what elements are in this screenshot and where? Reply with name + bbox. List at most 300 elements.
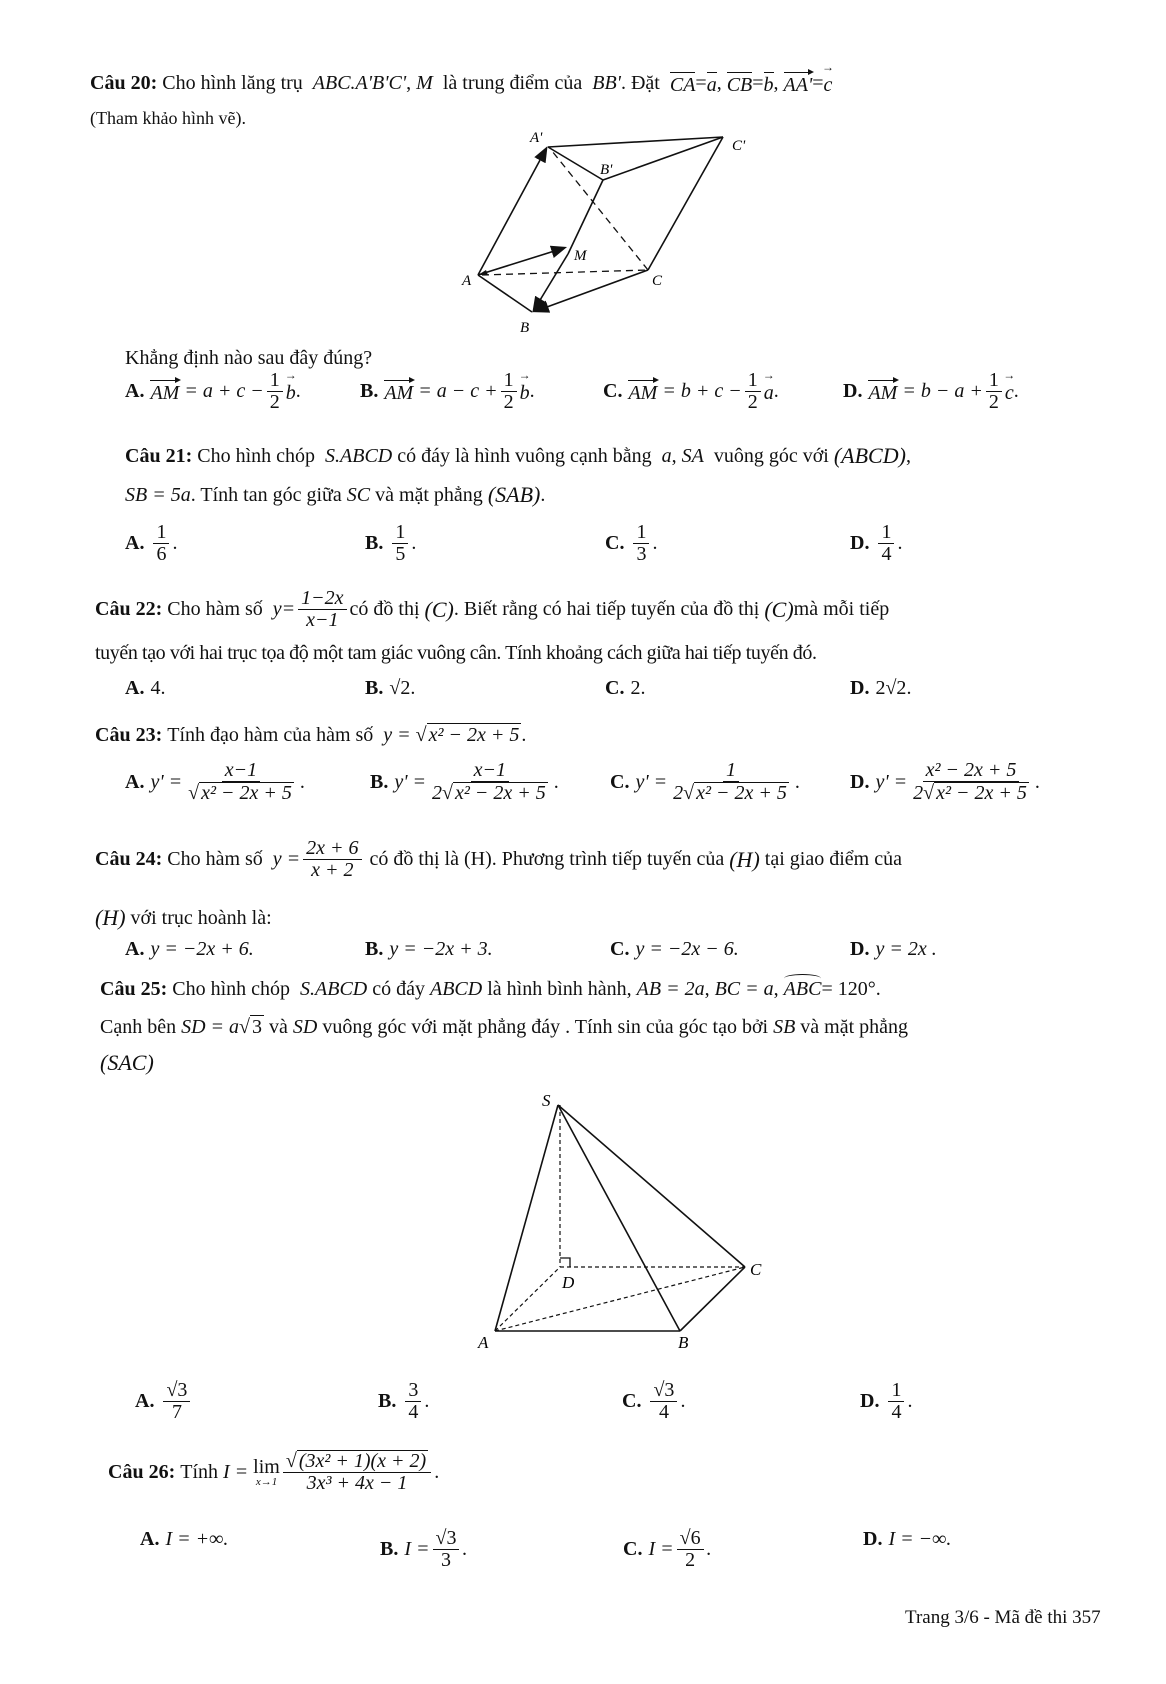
option-c[interactable] xyxy=(603,370,779,413)
q25-text2: có đáy xyxy=(372,978,425,1000)
q26-options xyxy=(140,1528,990,1588)
label-a: A xyxy=(478,1333,489,1352)
sqrt-sign: √ xyxy=(442,782,453,804)
punct: . xyxy=(907,1390,913,1412)
option-d[interactable] xyxy=(860,1380,912,1423)
punct: . xyxy=(640,677,646,699)
question-label: Câu 22: xyxy=(95,598,163,620)
eq: = xyxy=(695,72,707,94)
option-c[interactable] xyxy=(622,1380,685,1423)
q25-sd: SD = a xyxy=(181,1015,240,1038)
vector-c: c → xyxy=(824,71,833,97)
denominator: 5 xyxy=(395,543,406,565)
sqrt xyxy=(683,782,789,804)
option-lhs: I = xyxy=(404,1538,430,1560)
option-label: B. xyxy=(365,938,384,960)
q21-sc: SC xyxy=(346,483,371,506)
denominator: 2 xyxy=(269,391,280,413)
punct: . xyxy=(773,380,779,402)
option-lhs: I = −∞ xyxy=(888,1528,947,1550)
q21-text: Cho hình chóp xyxy=(197,444,316,467)
option-label: B. xyxy=(380,1538,399,1560)
numerator: 1 xyxy=(501,370,517,392)
option-lhs: y' = xyxy=(875,770,908,793)
q25-text3: là hình bình hành, xyxy=(487,978,632,1000)
label-s: S xyxy=(542,1091,551,1110)
q25-text5: và xyxy=(269,1015,288,1038)
option-label: B. xyxy=(365,532,384,554)
radicand: x² − 2x + 5 xyxy=(428,724,520,746)
option-label: A. xyxy=(125,380,145,402)
denominator: 2 xyxy=(503,391,514,413)
question-label: Câu 23: xyxy=(95,723,163,746)
q25-line2 xyxy=(100,1015,908,1039)
option-a[interactable] xyxy=(125,677,165,700)
denominator: 4 xyxy=(658,1401,669,1423)
radicand: x² − 2x + 5 xyxy=(696,782,787,804)
denominator: 3 xyxy=(636,543,647,565)
option-c[interactable] xyxy=(610,938,739,961)
option-label: B. xyxy=(378,1390,397,1412)
option-a[interactable] xyxy=(135,1380,193,1423)
q24-text2: có đồ thị là (H). Phương trình tiếp tuyến của xyxy=(369,848,725,870)
eq: = xyxy=(812,72,824,94)
q25-angle-abc: ABC xyxy=(783,978,822,1000)
fraction xyxy=(163,1380,190,1423)
q24-options xyxy=(125,938,937,968)
edge-cc1 xyxy=(648,137,723,270)
option-tail: b → xyxy=(286,379,296,405)
q26-line1 xyxy=(108,1450,439,1494)
sqrt xyxy=(442,782,548,804)
lim-sub: x→1 xyxy=(255,1475,278,1488)
denominator: 4 xyxy=(881,543,892,565)
edge-sb xyxy=(558,1105,680,1331)
option-tail: b → xyxy=(520,379,530,405)
punct: . xyxy=(680,1390,686,1412)
vector-cb-line xyxy=(536,270,648,311)
label-a1: A' xyxy=(530,130,543,146)
q21-text2: có đáy là hình vuông cạnh bằng xyxy=(397,444,652,467)
option-label: A. xyxy=(125,938,145,960)
punct: , xyxy=(704,978,710,1000)
fraction xyxy=(633,522,649,565)
label-b: B xyxy=(520,320,530,336)
q25-abcd: ABCD xyxy=(430,978,483,1000)
fraction xyxy=(429,760,551,804)
q21-text5: và mặt phẳng xyxy=(375,483,483,506)
numerator: 1 xyxy=(723,760,739,782)
numerator: 1 xyxy=(633,522,649,544)
q21-plane: (ABCD) xyxy=(833,443,906,468)
option-label: D. xyxy=(850,677,870,699)
option-expr: = a + c − xyxy=(184,380,264,402)
punct: , xyxy=(671,444,677,467)
option-lhs: AM xyxy=(868,378,897,405)
option-value: y = −2x + 3. xyxy=(389,938,493,960)
sqrt xyxy=(188,782,294,804)
fraction xyxy=(298,588,346,631)
label-m: M xyxy=(574,248,587,264)
q20-options xyxy=(125,370,1085,422)
fraction xyxy=(267,370,283,413)
label-c: C xyxy=(750,1260,762,1279)
q21-sa: SA xyxy=(681,444,704,467)
option-a[interactable] xyxy=(125,522,177,565)
vector-b: b xyxy=(764,70,774,97)
numerator: 1 xyxy=(745,370,761,392)
numerator: x−1 xyxy=(222,760,260,782)
option-label: A. xyxy=(140,1528,160,1550)
sqrt-sign: √ xyxy=(415,724,427,746)
q25-angle-value: = 120° xyxy=(821,978,876,1000)
option-c[interactable] xyxy=(605,522,657,565)
option-lhs: y' = xyxy=(150,770,183,793)
radicand: (3x² + 1)(x + 2) xyxy=(298,1450,427,1472)
q22-line1 xyxy=(95,588,889,631)
option-value: y = 2x . xyxy=(875,938,937,960)
numerator: 1 xyxy=(888,1380,904,1402)
q23-options xyxy=(125,760,1085,820)
option-d[interactable] xyxy=(863,1528,951,1551)
option-label: D. xyxy=(850,532,870,554)
punct: . xyxy=(434,1460,440,1483)
option-d[interactable] xyxy=(843,370,1019,413)
punct: . xyxy=(299,770,305,793)
option-label: D. xyxy=(843,380,863,402)
option-label: B. xyxy=(370,770,389,793)
numerator: √3 xyxy=(650,1380,677,1402)
den-coef: 2 xyxy=(673,782,684,804)
option-lhs: I = xyxy=(648,1538,674,1560)
q25-sabcd: S.ABCD xyxy=(300,978,368,1000)
edge-b1m xyxy=(568,180,603,254)
denominator: 3x³ + 4x − 1 xyxy=(306,1472,408,1494)
option-label: B. xyxy=(360,380,379,402)
q24-text3: tại giao điểm của xyxy=(764,848,902,870)
option-expr: = b + c − xyxy=(662,380,742,402)
question-label: Câu 25: xyxy=(100,978,168,1000)
sqrt-sign: √ xyxy=(239,1016,251,1038)
numerator: √6 xyxy=(677,1528,704,1550)
option-label: D. xyxy=(863,1528,883,1550)
option-b[interactable] xyxy=(378,1380,429,1423)
option-a[interactable] xyxy=(125,370,301,413)
sqrt xyxy=(416,723,522,747)
denominator: 3 xyxy=(440,1549,451,1571)
q20-ref: (Tham khảo hình vẽ). xyxy=(90,108,246,128)
punct: . xyxy=(424,1390,430,1412)
option-lhs: AM xyxy=(384,378,413,405)
sqrt-sign: √ xyxy=(923,782,935,804)
option-label: C. xyxy=(610,770,630,793)
q25-sb: SB xyxy=(773,1015,796,1038)
punct: , xyxy=(716,72,722,94)
q23-y: y = xyxy=(383,723,411,746)
option-lhs: y' = xyxy=(394,770,426,793)
punct: . xyxy=(906,677,912,699)
option-value: √2 xyxy=(389,677,411,699)
option-tail: c → xyxy=(1005,379,1014,405)
q25-sd2: SD xyxy=(292,1015,318,1038)
punct: . xyxy=(706,1538,712,1560)
option-b[interactable] xyxy=(370,760,559,804)
q21-text4: . Tính tan góc giữa xyxy=(190,483,342,506)
punct: . xyxy=(160,677,166,699)
punct: . xyxy=(1013,380,1019,402)
fraction xyxy=(405,1380,421,1423)
vector-cb: CB xyxy=(727,70,753,97)
option-lhs: AM xyxy=(628,378,657,405)
numerator: x² − 2x + 5 xyxy=(923,760,1020,782)
punct: . xyxy=(794,770,800,793)
denominator: 7 xyxy=(171,1401,182,1423)
edge-ab xyxy=(478,275,532,312)
option-c[interactable] xyxy=(610,760,800,804)
question-label: Câu 24: xyxy=(95,848,163,870)
q25-line1 xyxy=(100,978,881,1001)
edge-bc xyxy=(680,1267,745,1331)
q24-line1 xyxy=(95,838,902,881)
sqrt-sign: √ xyxy=(683,782,695,804)
eq: = xyxy=(752,72,764,94)
right-angle-mark xyxy=(560,1258,570,1267)
fraction xyxy=(986,370,1002,413)
option-a[interactable] xyxy=(125,938,254,961)
q20-text: Cho hình lăng trụ xyxy=(162,72,303,94)
punct: , xyxy=(905,444,911,467)
question-label: Câu 20: xyxy=(90,72,158,94)
option-d[interactable] xyxy=(850,938,937,961)
page-footer: Trang 3/6 - Mã đề thi 357 xyxy=(905,1607,1101,1628)
q21-sb: SB = 5a xyxy=(125,483,191,506)
q20-prism: ABC.A'B'C' xyxy=(312,72,407,94)
punct: . xyxy=(521,723,527,746)
q20-text2: là trung điểm của xyxy=(442,72,583,94)
option-label: A. xyxy=(125,770,145,793)
fraction xyxy=(303,838,361,881)
q25-ab: AB = 2a xyxy=(636,978,705,1000)
option-label: D. xyxy=(850,938,870,960)
punct: . xyxy=(946,1528,952,1550)
vector-ca: CA xyxy=(670,70,696,97)
denominator: x + 2 xyxy=(311,859,354,881)
q21-options xyxy=(125,522,925,582)
denominator: 4 xyxy=(891,1401,902,1423)
option-b[interactable] xyxy=(365,938,493,961)
fraction xyxy=(888,1380,904,1423)
numerator: 2x + 6 xyxy=(303,838,361,860)
q25-text: Cho hình chóp xyxy=(172,978,291,1000)
sqrt xyxy=(239,1015,264,1039)
q25-text7: và mặt phẳng xyxy=(800,1015,909,1038)
q20-m: M xyxy=(416,72,433,94)
q24-y: y = xyxy=(272,848,301,870)
label-d: D xyxy=(562,1273,575,1292)
option-label: C. xyxy=(623,1538,643,1560)
punct: . xyxy=(295,380,301,402)
numerator: x−1 xyxy=(471,760,509,782)
radicand: x² − 2x + 5 xyxy=(454,782,546,804)
option-label: B. xyxy=(365,677,384,699)
numerator: 1−2x xyxy=(298,588,346,610)
prism-figure xyxy=(440,118,780,348)
q21-sab: (SAB) xyxy=(487,482,541,507)
option-value: y = −2x + 6. xyxy=(150,938,254,960)
q24-text4: với trục hoành là: xyxy=(130,906,272,929)
edge-ac-hidden xyxy=(482,270,648,275)
q24-h: (H) xyxy=(729,846,760,872)
q24-h2: (H) xyxy=(95,905,126,930)
numerator: 1 xyxy=(878,522,894,544)
option-label: C. xyxy=(622,1390,642,1412)
punct: . xyxy=(172,532,178,554)
sqrt xyxy=(286,1450,428,1472)
edge-a1c1 xyxy=(548,137,723,147)
q22-c: (C) xyxy=(424,596,454,622)
edge-sa xyxy=(495,1105,558,1331)
q20-line1 xyxy=(90,70,832,97)
q24-text: Cho hàm số xyxy=(167,848,263,870)
option-label: D. xyxy=(860,1390,880,1412)
numerator: 1 xyxy=(392,522,408,544)
numerator: 1 xyxy=(153,522,169,544)
fraction xyxy=(677,1528,704,1571)
numerator: 1 xyxy=(267,370,283,392)
option-lhs: I = +∞ xyxy=(165,1528,224,1550)
punct: . xyxy=(540,483,546,506)
q25-sac: (SAC) xyxy=(100,1050,154,1075)
option-d[interactable] xyxy=(850,677,911,700)
question-label: Câu 21: xyxy=(125,444,193,467)
option-b[interactable] xyxy=(365,677,415,700)
edge-ac-hidden xyxy=(495,1267,745,1331)
punct: . xyxy=(223,1528,229,1550)
option-b[interactable] xyxy=(360,370,535,413)
denominator: 2 xyxy=(747,391,758,413)
numerator: 3 xyxy=(405,1380,421,1402)
pyramid-figure xyxy=(470,1090,800,1360)
option-c[interactable] xyxy=(605,677,645,700)
fraction xyxy=(283,1450,431,1494)
label-a: A xyxy=(462,273,472,289)
option-a[interactable] xyxy=(140,1528,228,1551)
denominator: 2 xyxy=(988,391,999,413)
q21-a: a xyxy=(661,444,672,467)
option-tail: a → xyxy=(764,379,774,405)
numerator: 1 xyxy=(986,370,1002,392)
fraction xyxy=(392,522,408,565)
punct: . xyxy=(462,1538,468,1560)
option-value: 2 xyxy=(630,677,641,699)
option-lhs: y' = xyxy=(635,770,668,793)
option-lhs: AM xyxy=(150,378,179,405)
option-expr: = b − a + xyxy=(902,380,983,402)
den-coef: 2 xyxy=(432,782,442,804)
q20-text3: . Đặt xyxy=(620,72,660,94)
q26-text: Tính xyxy=(180,1460,219,1483)
q22-text3: . Biết rằng có hai tiếp tuyến của đồ thị xyxy=(453,598,760,620)
vector-a: a xyxy=(707,70,717,97)
option-value: y = −2x − 6. xyxy=(635,938,739,960)
option-label: C. xyxy=(605,677,625,699)
q22-text4: mà mỗi tiếp xyxy=(793,598,890,620)
vector-aa: AA' xyxy=(784,70,813,97)
fraction xyxy=(433,1528,460,1571)
option-expr: = a − c + xyxy=(418,380,498,402)
option-b[interactable] xyxy=(365,522,416,565)
option-c[interactable] xyxy=(623,1528,712,1571)
q20-bb: BB' xyxy=(592,72,621,94)
option-label: C. xyxy=(603,380,623,402)
option-a[interactable] xyxy=(125,760,305,804)
q23-line1 xyxy=(95,723,526,747)
q21-line2 xyxy=(125,482,545,508)
option-value: 4 xyxy=(150,677,161,699)
q22-text2: có đồ thị xyxy=(349,598,420,620)
sqrt-sign: √ xyxy=(285,1450,297,1472)
punct: . xyxy=(553,770,559,793)
denominator: 6 xyxy=(156,543,167,565)
q25-text6: vuông góc với mặt phẳng đáy . Tính sin của góc tạo bởi xyxy=(322,1015,769,1038)
fraction xyxy=(501,370,517,413)
q20-prompt: Khẳng định nào sau đây đúng? xyxy=(125,347,373,369)
q22-c2: (C) xyxy=(764,596,794,622)
option-b[interactable] xyxy=(380,1528,467,1571)
q23-text: Tính đạo hàm của hàm số xyxy=(167,723,374,746)
fraction xyxy=(745,370,761,413)
option-label: A. xyxy=(135,1390,155,1412)
label-b1: B' xyxy=(600,162,613,178)
punct: . xyxy=(875,978,881,1000)
q21-line1 xyxy=(125,443,911,469)
option-label: C. xyxy=(610,938,630,960)
q22-line2: tuyến tạo với hai trục tọa độ một tam giác vuông cân. Tính khoảng cách giữa hai tiếp tuyến đó. xyxy=(95,642,817,664)
fraction xyxy=(153,522,169,565)
punct: . xyxy=(1034,770,1040,793)
q22-text: Cho hàm số xyxy=(167,598,263,620)
label-c1: C' xyxy=(732,138,746,154)
option-d[interactable] xyxy=(850,522,902,565)
option-label: A. xyxy=(125,532,145,554)
q21-text3: vuông góc với xyxy=(713,444,829,467)
limit xyxy=(253,1457,280,1488)
fraction xyxy=(670,760,792,804)
question-label: Câu 26: xyxy=(108,1460,176,1483)
fraction xyxy=(878,522,894,565)
q26-i: I = xyxy=(223,1460,249,1483)
lim-text: lim xyxy=(253,1455,280,1478)
punct: . xyxy=(411,532,417,554)
option-label: D. xyxy=(850,770,870,793)
q21-sabcd: S.ABCD xyxy=(325,444,393,467)
fraction xyxy=(185,760,297,804)
option-label: C. xyxy=(605,532,625,554)
option-d[interactable] xyxy=(850,760,1040,804)
den-coef: 2 xyxy=(913,782,924,804)
edge-a1b1 xyxy=(548,147,603,180)
denominator: x−1 xyxy=(306,609,339,631)
radicand: x² − 2x + 5 xyxy=(201,782,292,804)
punct: , xyxy=(773,978,779,1000)
fraction xyxy=(910,760,1032,804)
sqrt-sign: √ xyxy=(188,782,200,804)
q25-options xyxy=(135,1380,935,1440)
edge-sc xyxy=(558,1105,745,1267)
punct: . xyxy=(652,532,658,554)
q22-options xyxy=(125,677,925,707)
label-b: B xyxy=(678,1333,689,1352)
